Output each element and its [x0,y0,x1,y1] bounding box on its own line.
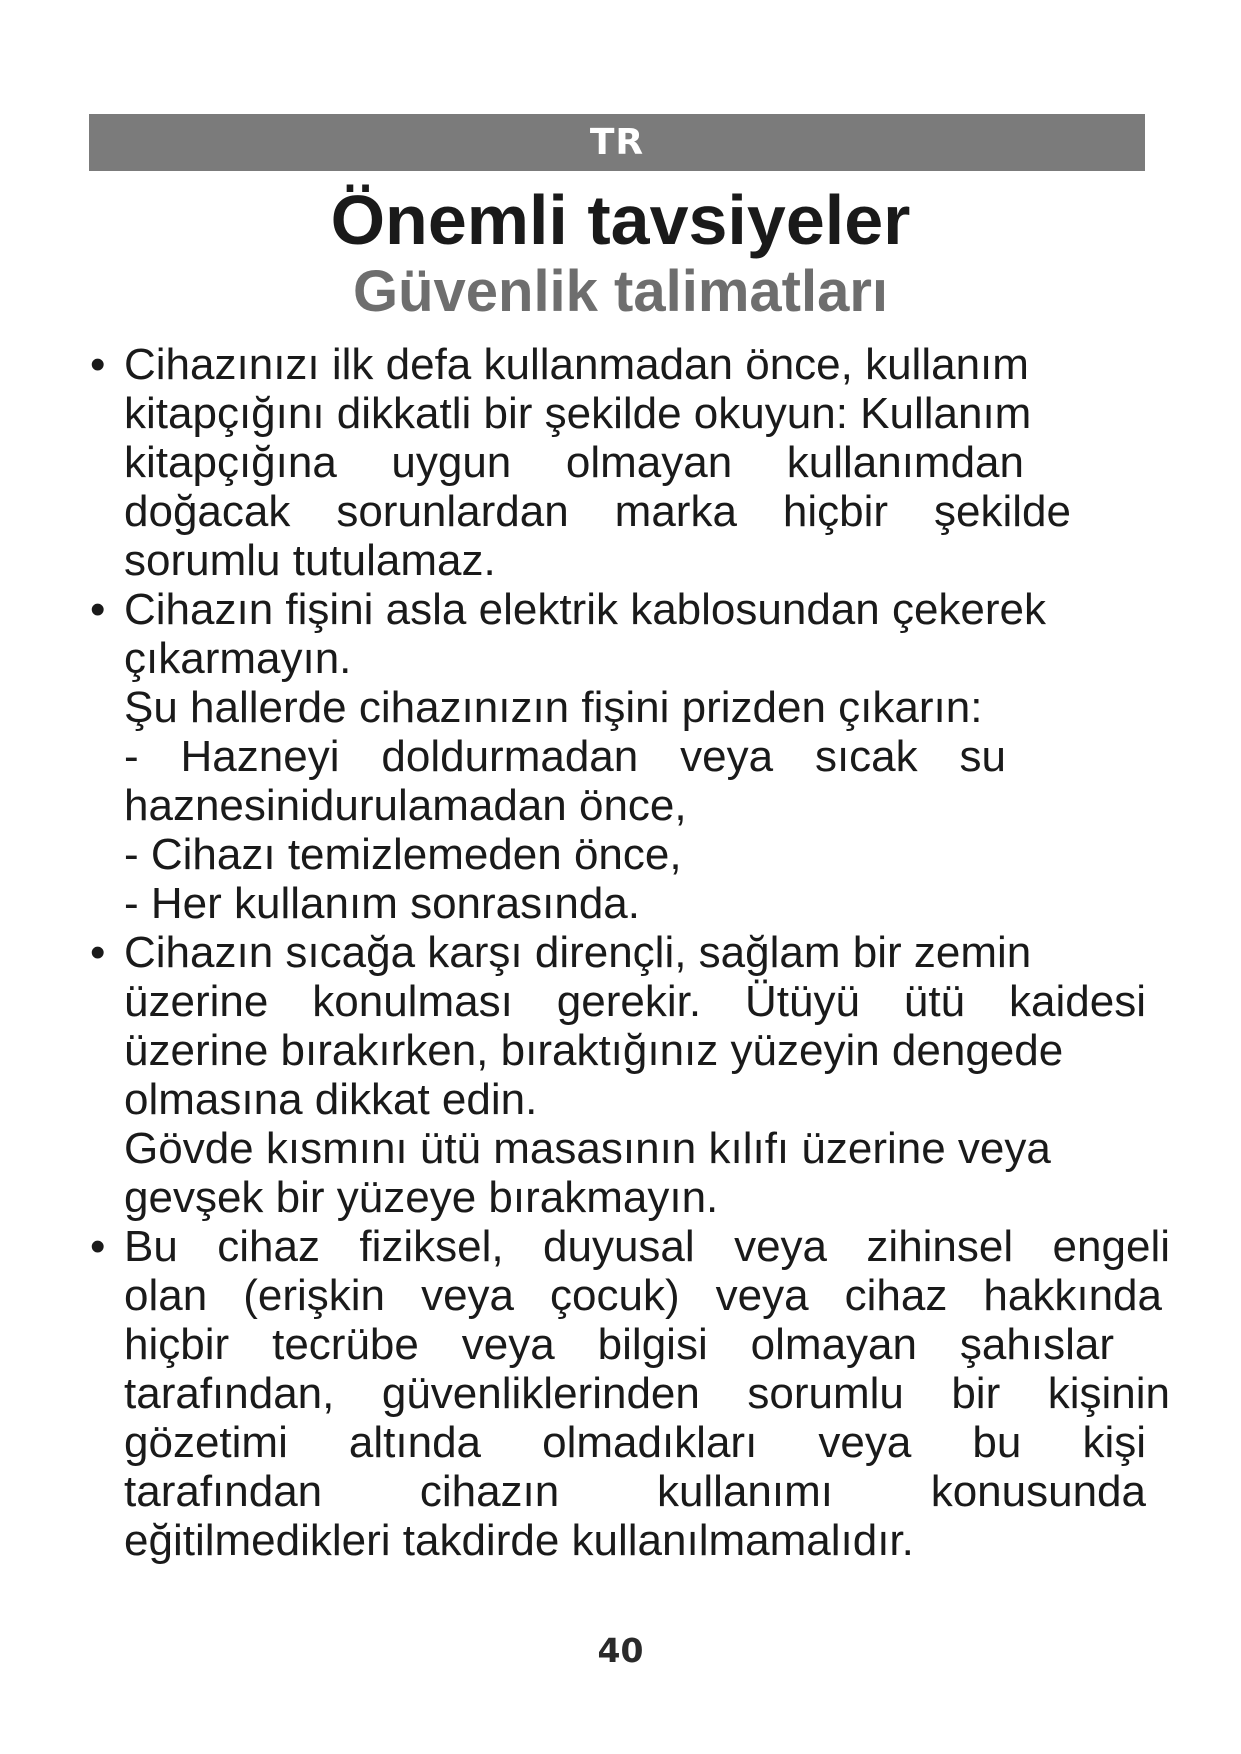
instruction-line: Şu hallerde cihazınızın fişini prizden çıkarın: [124,683,983,732]
instruction-line: üzerine konulması gerekir. Ütüyü ütü kaidesi [124,977,1146,1026]
instruction-line: Cihazınızı ilk defa kullanmadan önce, kullanım [124,340,1029,389]
safety-instructions-list [88,340,1183,1565]
instruction-line: - Her kullanım sonrasında. [124,879,640,928]
instruction-line: haznesinidurulamadan önce, [124,781,687,830]
language-header-bar [89,114,1145,171]
language-code: TR [589,122,645,163]
bullet-symbol: • [90,585,106,634]
bullet-symbol: • [90,1222,106,1271]
instruction-line: Gövde kısmını ütü masasının kılıfı üzerine veya [124,1124,1051,1173]
instruction-line: kitapçığına uygun olmayan kullanımdan [124,438,1024,487]
page-number: 40 [597,1631,644,1670]
instruction-line: sorumlu tutulamaz. [124,536,496,585]
instruction-line: doğacak sorunlardan marka hiçbir şekilde [124,487,1071,536]
instruction-line: gözetimi altında olmadıkları veya bu kişi [124,1418,1146,1467]
bullet-symbol: • [90,340,106,389]
instruction-line: tarafından, güvenliklerinden sorumlu bir kişinin [124,1369,1170,1418]
page-title: Önemli tavsiyeler [330,181,911,259]
instruction-item [88,340,1183,585]
instruction-line: Bu cihaz fiziksel, duyusal veya zihinsel engeli [124,1222,1170,1271]
instruction-item [88,1222,1183,1565]
instruction-line: üzerine bırakırken, bıraktığınız yüzeyin dengede [124,1026,1064,1075]
instruction-line: Cihazın fişini asla elektrik kablosundan çekerek [124,585,1047,634]
bullet-symbol: • [90,928,106,977]
instruction-line: - Cihazı temizlemeden önce, [124,830,682,879]
instruction-line: gevşek bir yüzeye bırakmayın. [124,1173,719,1222]
instruction-line: kitapçığını dikkatli bir şekilde okuyun: Kullanım [124,389,1032,438]
instruction-line: eğitilmedikleri takdirde kullanılmamalıdır. [124,1516,914,1565]
instruction-line: olmasına dikkat edin. [124,1075,538,1124]
instruction-line: Cihazın sıcağa karşı dirençli, sağlam bir zemin [124,928,1032,977]
instruction-line: tarafından cihazın kullanımı konusunda [124,1467,1146,1516]
instruction-line: olan (erişkin veya çocuk) veya cihaz hakkında [124,1271,1162,1320]
instruction-line: hiçbir tecrübe veya bilgisi olmayan şahıslar [124,1320,1114,1369]
instruction-line: - Hazneyi doldurmadan veya sıcak su [124,732,1006,781]
instruction-item [88,928,1183,1222]
instruction-item [88,585,1183,928]
instruction-line: çıkarmayın. [124,634,352,683]
page-subtitle: Güvenlik talimatları [352,259,889,324]
